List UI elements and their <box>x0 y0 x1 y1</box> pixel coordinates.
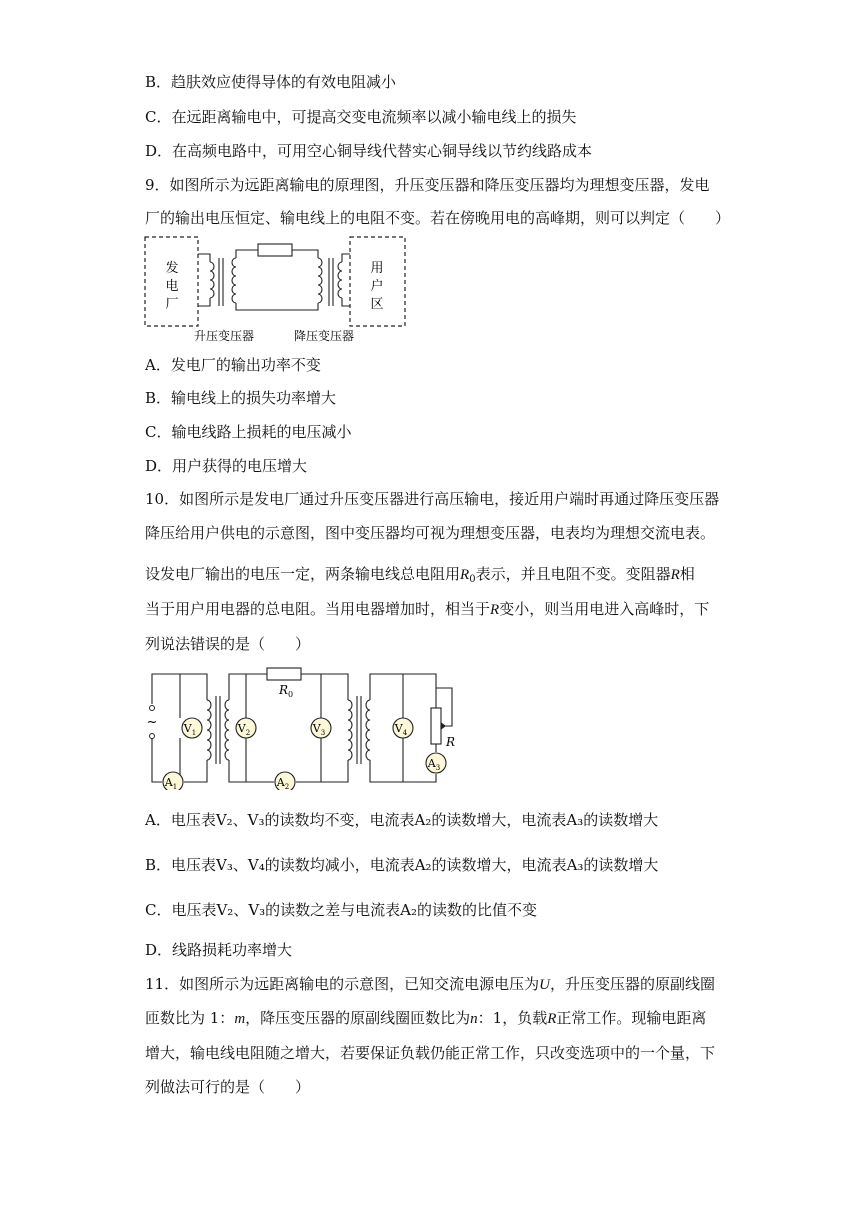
q10-circuit-diagram <box>140 664 460 790</box>
user-char-1: 用 <box>370 261 384 276</box>
plant-char-1: 发 <box>165 261 179 276</box>
ac-source-symbol: ~ <box>146 715 158 730</box>
q8-option-c: C．在远距离输电中，可提高交变电流频率以减小输电线上的损失 <box>145 108 577 126</box>
q10-stem-line3: 设发电厂输出的电压一定，两条输电线总电阻用$R_0$表示，并且电阻不变。变阻器R相 <box>145 565 695 585</box>
q11-stem-line2: 匝数比为 1：m，降压变压器的原副线圈匝数比为n：1，负载R正常工作。现输电距离 <box>145 1009 707 1027</box>
svg-text:A3: $A_3$ <box>427 757 441 772</box>
svg-text:V2: $V_2$ <box>237 722 251 737</box>
q9-option-b: B．输电线上的损失功率增大 <box>145 389 337 407</box>
q10-option-c: C．电压表V₂、V₃的读数之差与电流表A₂的读数的比值不变 <box>145 901 538 919</box>
q9-stem-line2: 厂的输出电压恒定、输电线上的电阻不变。若在傍晚用电的高峰期，则可以判定（ ） <box>145 209 731 227</box>
q10-stem-line5: 列说法错误的是（ ） <box>145 635 311 653</box>
rheostat-label: R <box>446 735 456 749</box>
q10-option-b: B．电压表V₃、V₄的读数均减小，电流表A₂的读数增大，电流表A₃的读数增大 <box>145 856 659 874</box>
q10-option-d: D．线路损耗功率增大 <box>145 941 293 959</box>
svg-text:V1: $V_1$ <box>183 722 197 737</box>
plant-char-2: 电 <box>165 279 179 294</box>
q9-option-d: D．用户获得的电压增大 <box>145 457 308 475</box>
plant-char-3: 厂 <box>165 297 179 312</box>
q9-stem-line1: 9．如图所示为远距离输电的原理图，升压变压器和降压变压器均为理想变压器，发电 <box>145 176 710 194</box>
q10-option-a: A．电压表V₂、V₃的读数均不变，电流表A₂的读数增大，电流表A₃的读数增大 <box>145 811 659 829</box>
step-down-label: 降压变压器 <box>293 329 355 343</box>
q11-stem-line1: 11．如图所示为远距离输电的示意图，已知交流电源电压为U，升压变压器的原副线圈 <box>145 975 715 993</box>
q11-stem-line3: 增大，输电线电阻随之增大，若要保证负载仍能正常工作，只改变选项中的一个量，下 <box>145 1044 716 1062</box>
r-symbol: R <box>670 567 680 583</box>
q9-transmission-diagram <box>140 234 412 346</box>
svg-text:V4: $V_4$ <box>394 722 408 737</box>
step-up-label: 升压变压器 <box>193 329 255 343</box>
r0-symbol: R <box>460 567 470 583</box>
svg-text:V3: $V_3$ <box>312 722 326 737</box>
svg-text:A2: $A_2$ <box>276 776 290 790</box>
q10-stem-line2: 降压给用户供电的示意图，图中变压器均可视为理想变压器，电表均为理想交流电表。 <box>145 524 716 542</box>
svg-text:A1: $A_1$ <box>164 776 178 790</box>
user-char-3: 区 <box>370 297 384 312</box>
r0-label: $R_0$ <box>279 683 294 699</box>
q9-option-a: A．发电厂的输出功率不变 <box>145 356 321 374</box>
q8-option-b: B．趋肤效应使得导体的有效电阻减小 <box>145 73 397 91</box>
line-resistor <box>258 244 292 256</box>
user-char-2: 户 <box>370 279 384 294</box>
q10-stem-line4: 当于用户用电器的总电阻。当用电器增加时，相当于R变小，则当用电进入高峰时，下 <box>145 600 710 618</box>
q11-stem-line4: 列做法可行的是（ ） <box>145 1078 311 1096</box>
q9-option-c: C．输电线路上损耗的电压减小 <box>145 423 352 441</box>
q10-stem-line1: 10．如图所示是发电厂通过升压变压器进行高压输电，接近用户端时再通过降压变压器 <box>145 490 720 508</box>
q8-option-d: D．在高频电路中，可用空心铜导线代替实心铜导线以节约线路成本 <box>145 142 593 160</box>
